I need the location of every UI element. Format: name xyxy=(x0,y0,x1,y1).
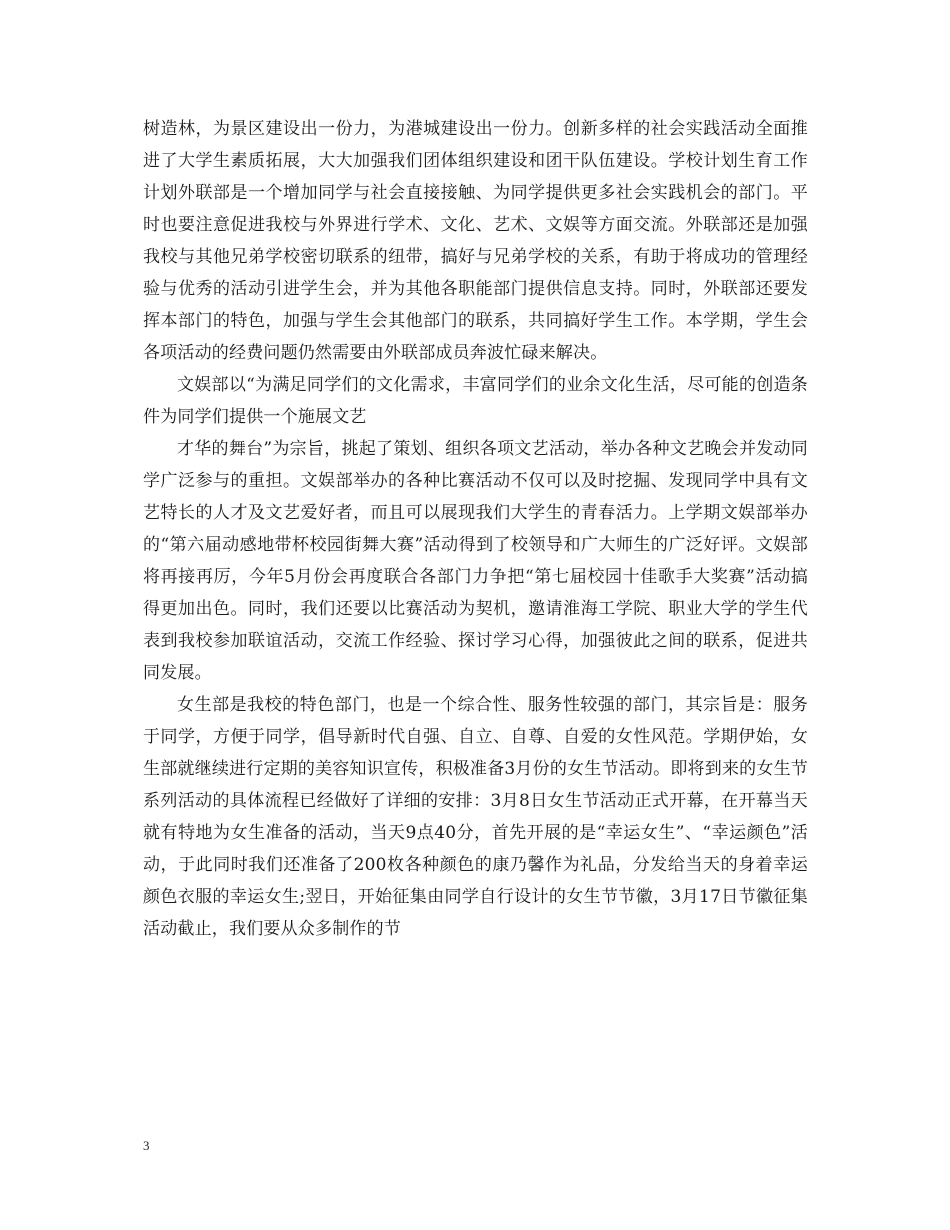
page-number: 3 xyxy=(143,1138,150,1153)
document-body xyxy=(143,113,808,945)
paragraph-outreach-dept: 树造林，为景区建设出一份力，为港城建设出一份力。创新多样的社会实践活动全面推进了大学生素质拓展，大大加强我们团体组织建设和团干队伍建设。学校计划生育工作计划外联部是一个增加同学与社会直接接触、为同学提供更多社会实践机会的部门。平时也要注意促进我校与外界进行学术、文化、艺术、文娱等方面交流。外联部还是加强我校与其他兄弟学校密切联系的纽带，搞好与兄弟学校的关系，有助于将成功的管理经验与优秀的活动引进学生会，并为其他各职能部门提供信息支持。同时，外联部还要发挥本部门的特色，加强与学生会其他部门的联系，共同搞好学生工作。本学期，学生会各项活动的经费问题仍然需要由外联部成员奔波忙碌来解决。 xyxy=(143,119,808,363)
paragraph-entertainment-dept-activities: 才华的舞台”为宗旨，挑起了策划、组织各项文艺活动，举办各种文艺晚会并发动同学广泛参与的重担。文娱部举办的各种比赛活动不仅可以及时挖掘、发现同学中具有文艺特长的人才及文艺爱好者，而且可以展现我们大学生的青春活力。上学期文娱部举办的“第六届动感地带杯校园街舞大赛”活动得到了校领导和广大师生的广泛好评。文娱部将再接再厉，今年5月份会再度联合各部门力争把“第七届校园十佳歌手大奖赛”活动搞得更加出色。同时，我们还要以比赛活动为契机，邀请淮海工学院、职业大学的学生代表到我校参加联谊活动，交流工作经验、探讨学习心得，加强彼此之间的联系，促进共同发展。 xyxy=(143,439,808,683)
paragraph-female-students-dept: 女生部是我校的特色部门，也是一个综合性、服务性较强的部门，其宗旨是：服务于同学，方便于同学，倡导新时代自强、自立、自尊、自爱的女性风范。学期伊始，女生部就继续进行定期的美容知识宣传，积极准备3月份的女生节活动。即将到来的女生节系列活动的具体流程已经做好了详细的安排：3月8日女生节活动正式开幕，在开幕当天就有特地为女生准备的活动，当天9点40分，首先开展的是“幸运女生”、“幸运颜色”活动，于此同时我们还准备了200枚各种颜色的康乃馨作为礼品，分发给当天的身着幸运颜色衣服的幸运女生;翌日，开始征集由同学自行设计的女生节节徽，3月17日节徽征集活动截止，我们要从众多制作的节 xyxy=(143,695,808,939)
paragraph-entertainment-dept-intro: 文娱部以“为满足同学们的文化需求，丰富同学们的业余文化生活，尽可能的创造条件为同学们提供一个施展文艺 xyxy=(143,375,808,427)
